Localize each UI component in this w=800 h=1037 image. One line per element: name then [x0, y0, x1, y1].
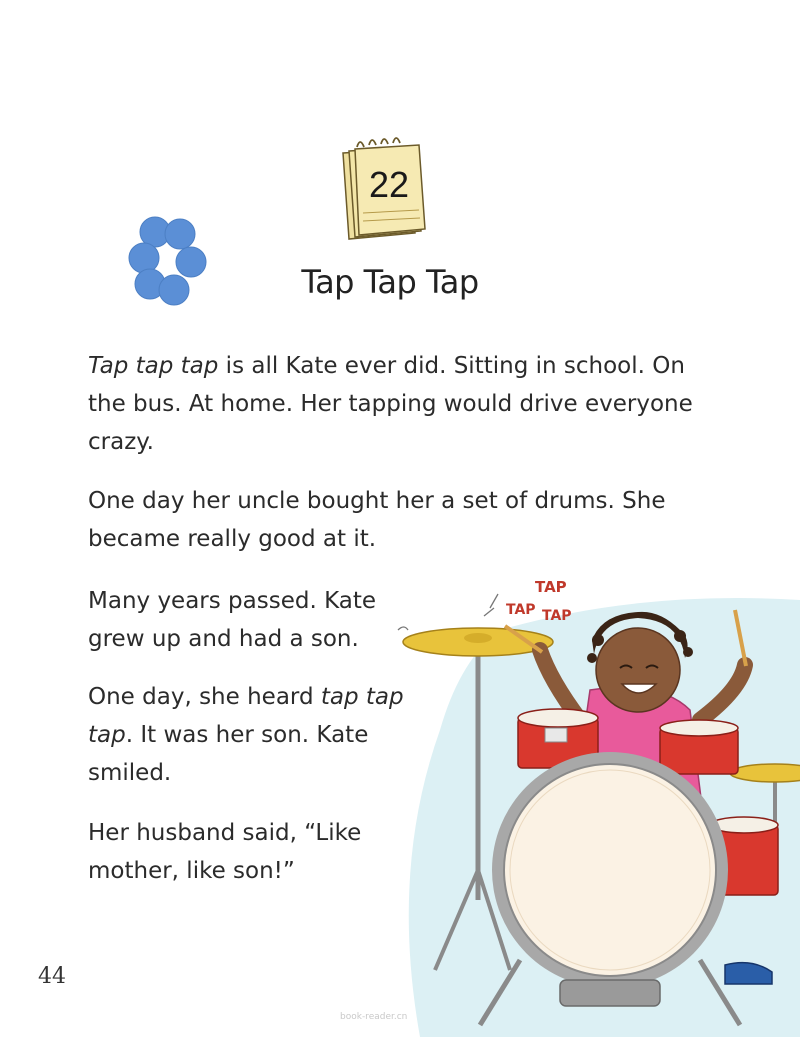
calendar-day: 22: [368, 164, 410, 205]
flower-icon: [122, 212, 212, 308]
paragraph-1-text: is all Kate ever did. Sitting in school. On the bus. At home. Her tapping would drive everyone crazy.: [88, 353, 693, 455]
story-title: Tap Tap Tap: [301, 263, 479, 301]
calendar-icon: [335, 133, 430, 245]
paragraph-4-italic: tap tap tap: [88, 684, 404, 748]
paragraph-4-before: One day, she heard: [88, 684, 321, 710]
sound-word-2: TAP: [506, 602, 536, 618]
paragraph-1: [88, 347, 728, 461]
sound-word-1: TAP: [535, 578, 567, 596]
watermark: book-reader.cn: [340, 1012, 408, 1022]
paragraph-1-italic: Tap tap tap: [88, 353, 219, 379]
paragraph-5: Her husband said, “Like mother, like son!”: [88, 820, 362, 884]
paragraph-4: [88, 678, 408, 792]
page-number: 44: [38, 964, 66, 989]
drummer-illustration: [380, 570, 800, 1037]
paragraph-3: Many years passed. Kate grew up and had a son.: [88, 588, 377, 652]
paragraph-4-after: . It was her son. Kate smiled.: [88, 722, 369, 786]
paragraph-2: One day her uncle bought her a set of drums. She became really good at it.: [88, 488, 666, 552]
sound-word-3: TAP: [542, 608, 572, 624]
